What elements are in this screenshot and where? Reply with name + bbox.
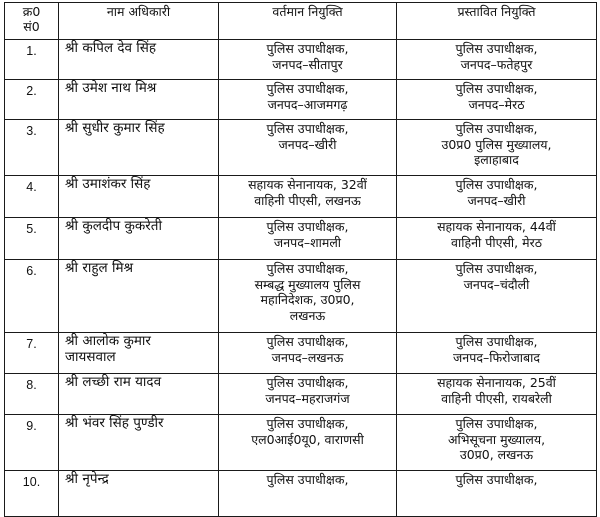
proposed-posting-line: इलाहाबाद — [474, 152, 519, 167]
officer-name-line: श्री भंवर सिंह पुण्डीर — [65, 415, 164, 431]
current-posting-line: जनपद–लखनऊ — [271, 349, 344, 365]
proposed-posting-line: पुलिस उपाधीक्षक, — [455, 177, 538, 192]
serial-number-cell: 9. — [5, 415, 59, 471]
transfer-list-document — [4, 2, 596, 517]
serial-number-cell: 5. — [5, 218, 59, 260]
current-posting-line: पुलिस उपाधीक्षक, — [266, 41, 349, 56]
serial-number-cell: 3. — [5, 120, 59, 176]
proposed-posting-cell — [397, 80, 597, 120]
officer-name-header: नाम अधिकारी — [59, 3, 219, 40]
serial-number-cell: 2. — [5, 80, 59, 120]
proposed-posting-line: जनपद–खीरी — [467, 192, 526, 208]
officer-name-line: जायसवाल — [65, 348, 116, 365]
proposed-posting-line: पुलिस उपाधीक्षक, — [455, 334, 538, 349]
current-posting-line: पुलिस उपाधीक्षक, — [266, 334, 349, 349]
proposed-posting-cell — [397, 40, 597, 80]
officer-name-cell — [59, 260, 219, 333]
current-posting-line: पुलिस उपाधीक्षक, — [266, 81, 349, 96]
proposed-posting-line: जनपद–फिरोजाबाद — [453, 349, 540, 365]
serial-number-header — [5, 3, 59, 40]
table-row — [5, 120, 597, 176]
current-posting-cell — [219, 176, 397, 218]
table-row — [5, 471, 597, 517]
officer-name-line: श्री कुलदीप कुकरेती — [65, 218, 162, 234]
serial-number-cell: 10. — [5, 471, 59, 517]
current-posting-header: वर्तमान नियुक्ति — [219, 3, 397, 40]
current-posting-line: लखनऊ — [289, 307, 326, 323]
officer-name-cell — [59, 333, 219, 374]
proposed-posting-line: सहायक सेनानायक, 44वीं — [437, 219, 556, 234]
officer-name-cell — [59, 80, 219, 120]
current-posting-line: पुलिस उपाधीक्षक, — [266, 121, 349, 136]
proposed-posting-cell — [397, 260, 597, 333]
table-row — [5, 260, 597, 333]
table-header-row — [5, 3, 597, 40]
serial-number-cell: 7. — [5, 333, 59, 374]
proposed-posting-cell — [397, 471, 597, 517]
officer-name-line: श्री उमेश नाथ मिश्र — [65, 80, 157, 96]
proposed-posting-line: पुलिस उपाधीक्षक, — [455, 472, 538, 487]
current-posting-cell — [219, 120, 397, 176]
current-posting-line: पुलिस उपाधीक्षक, — [266, 416, 349, 431]
proposed-posting-line: पुलिस उपाधीक्षक, — [455, 261, 538, 276]
current-posting-cell — [219, 374, 397, 415]
proposed-posting-line: जनपद–चंदौली — [463, 276, 530, 292]
proposed-posting-cell — [397, 176, 597, 218]
current-posting-line: वाहिनी पीएसी, लखनऊ — [254, 192, 361, 208]
transfer-table — [4, 2, 597, 517]
current-posting-line: सम्बद्ध मुख्यालय पुलिस — [254, 276, 361, 292]
current-posting-line: जनपद–महराजगंज — [265, 390, 350, 406]
officer-name-cell — [59, 374, 219, 415]
current-posting-line: पुलिस उपाधीक्षक, — [266, 375, 349, 390]
proposed-posting-cell — [397, 333, 597, 374]
proposed-posting-cell — [397, 415, 597, 471]
serial-number-cell: 4. — [5, 176, 59, 218]
current-posting-line: जनपद–खीरी — [278, 136, 337, 152]
proposed-posting-line: उ0प्र0 पुलिस मुख्यालय, — [441, 136, 552, 152]
proposed-posting-cell — [397, 218, 597, 260]
proposed-posting-line: पुलिस उपाधीक्षक, — [455, 416, 538, 431]
officer-name-cell — [59, 40, 219, 80]
current-posting-line: पुलिस उपाधीक्षक, — [266, 472, 349, 487]
serial-header-line-1: क्र0 — [22, 4, 41, 19]
proposed-posting-header: प्रस्तावित नियुक्ति — [397, 3, 597, 40]
current-posting-line: जनपद–आजमगढ़ — [267, 96, 348, 112]
table-row — [5, 218, 597, 260]
current-posting-cell — [219, 218, 397, 260]
current-posting-line: पुलिस उपाधीक्षक, — [266, 261, 349, 276]
officer-name-cell — [59, 218, 219, 260]
serial-number-cell: 8. — [5, 374, 59, 415]
current-posting-cell — [219, 415, 397, 471]
officer-name-line: श्री नृपेन्द्र — [65, 471, 109, 487]
officer-name-line: श्री सुधीर कुमार सिंह — [65, 120, 165, 136]
officer-name-line: श्री राहुल मिश्र — [65, 260, 134, 276]
proposed-posting-line: पुलिस उपाधीक्षक, — [455, 121, 538, 136]
table-body — [5, 40, 597, 517]
serial-header-line-2: सं0 — [23, 18, 40, 34]
current-posting-line: एल0आई0यू0, वाराणसी — [251, 431, 364, 447]
current-posting-line: महानिदेशक, उ0प्र0, — [260, 292, 355, 307]
table-row — [5, 415, 597, 471]
proposed-posting-line: जनपद–मेरठ — [468, 96, 525, 112]
current-posting-line: जनपद–शामली — [273, 234, 342, 250]
proposed-posting-cell — [397, 120, 597, 176]
table-row — [5, 40, 597, 80]
current-posting-line: जनपद–सीतापुर — [272, 56, 343, 72]
proposed-posting-line: वाहिनी पीएसी, रायबरेली — [441, 390, 552, 406]
current-posting-cell — [219, 40, 397, 80]
officer-name-cell — [59, 415, 219, 471]
proposed-posting-line: पुलिस उपाधीक्षक, — [455, 41, 538, 56]
proposed-posting-line: अभिसूचना मुख्यालय, — [447, 431, 546, 447]
officer-name-line: श्री लच्छी राम यादव — [65, 374, 162, 390]
current-posting-line: सहायक सेनानायक, 32वीं — [248, 177, 367, 192]
serial-number-cell: 1. — [5, 40, 59, 80]
proposed-posting-cell — [397, 374, 597, 415]
officer-name-cell — [59, 471, 219, 517]
proposed-posting-line: उ0प्र0, लखनऊ — [459, 447, 534, 462]
table-row — [5, 80, 597, 120]
proposed-posting-line: पुलिस उपाधीक्षक, — [455, 81, 538, 96]
table-row — [5, 333, 597, 374]
current-posting-cell — [219, 471, 397, 517]
current-posting-cell — [219, 260, 397, 333]
officer-name-cell — [59, 120, 219, 176]
proposed-posting-line: सहायक सेनानायक, 25वीं — [437, 375, 556, 390]
table-row — [5, 374, 597, 415]
serial-number-cell: 6. — [5, 260, 59, 333]
officer-name-line: श्री उमाशंकर सिंह — [65, 176, 151, 192]
proposed-posting-line: जनपद–फतेहपुर — [460, 56, 533, 72]
current-posting-cell — [219, 80, 397, 120]
officer-name-line: श्री आलोक कुमार — [65, 333, 151, 349]
current-posting-cell — [219, 333, 397, 374]
officer-name-line: श्री कपिल देव सिंह — [65, 40, 157, 56]
current-posting-line: पुलिस उपाधीक्षक, — [266, 219, 349, 234]
table-row — [5, 176, 597, 218]
officer-name-cell — [59, 176, 219, 218]
proposed-posting-line: वाहिनी पीएसी, मेरठ — [451, 234, 542, 250]
